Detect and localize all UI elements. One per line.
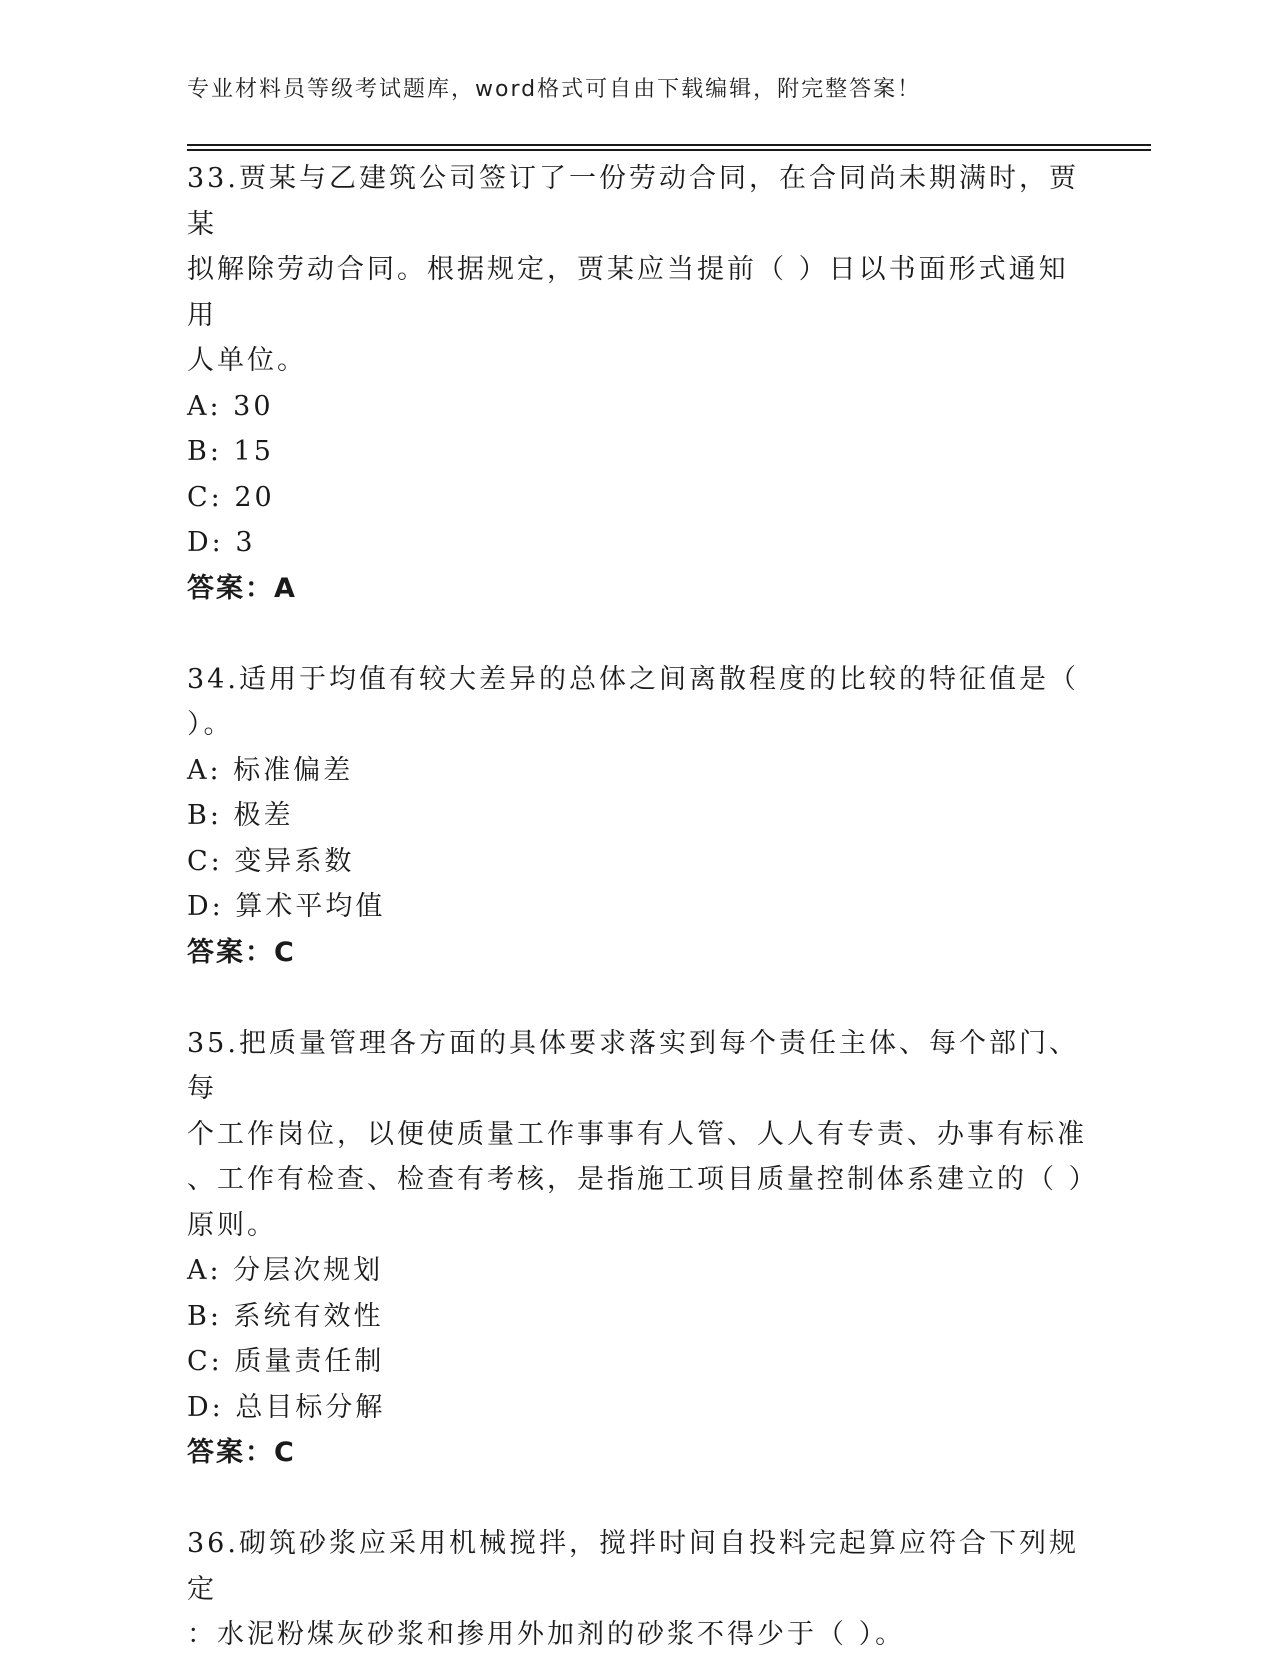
option-b: B: 系统有效性 xyxy=(187,1300,384,1332)
option-b: B: 15 xyxy=(187,436,274,467)
question-stem-line: 人单位。 xyxy=(187,345,307,376)
question-stem-line: 、工作有检查、检查有考核，是指施工项目质量控制体系建立的（ ） xyxy=(187,1164,1099,1195)
option-a: A: 30 xyxy=(187,390,274,422)
question-list xyxy=(187,156,1099,1658)
question-stem-line: ）。 xyxy=(187,709,234,740)
question-stem-line: 原则。 xyxy=(187,1209,277,1241)
question-stem-line: 个工作岗位，以便使质量工作事事有人管、人人有专责、办事有标准 xyxy=(187,1118,1087,1150)
page-header: 专业材料员等级考试题库，word格式可自由下载编辑，附完整答案！ xyxy=(187,77,922,102)
option-d: D: 算术平均值 xyxy=(187,891,386,922)
option-d: D: 3 xyxy=(187,527,256,558)
question-stem-line: 35.把质量管理各方面的具体要求落实到每个责任主体、每个部门、每 xyxy=(187,1027,1079,1104)
question-spacer xyxy=(187,611,1087,657)
question-35 xyxy=(187,1021,1099,1476)
option-c: C: 20 xyxy=(187,481,275,513)
question-spacer xyxy=(187,1476,1087,1522)
question-34 xyxy=(187,657,1087,976)
option-a: A: 标准偏差 xyxy=(187,754,354,786)
header-rule-thick xyxy=(187,144,1151,146)
header-rule-thin xyxy=(187,149,1151,151)
option-c: C: 质量责任制 xyxy=(187,1346,385,1377)
question-stem-line: 34.适用于均值有较大差异的总体之间离散程度的比较的特征值是（ xyxy=(187,663,1079,695)
option-c: C: 变异系数 xyxy=(187,845,355,877)
option-a: A: 分层次规划 xyxy=(187,1255,384,1286)
answer-line: 答案：A xyxy=(187,572,297,604)
question-stem-line: ：水泥粉煤灰砂浆和掺用外加剂的砂浆不得少于（ ）。 xyxy=(187,1619,906,1650)
option-b: B: 极差 xyxy=(187,800,294,831)
question-spacer xyxy=(187,975,1087,1021)
option-d: D: 总目标分解 xyxy=(187,1391,386,1423)
answer-line: 答案：C xyxy=(187,936,296,968)
question-33 xyxy=(187,156,1087,611)
question-stem-line: 拟解除劳动合同。根据规定，贾某应当提前（ ）日以书面形式通知用 xyxy=(187,254,1069,331)
question-36 xyxy=(187,1521,1087,1658)
question-stem-line: 33.贾某与乙建筑公司签订了一份劳动合同，在合同尚未期满时，贾某 xyxy=(187,163,1079,240)
question-stem-line: 36.砌筑砂浆应采用机械搅拌，搅拌时间自投料完起算应符合下列规定 xyxy=(187,1528,1079,1605)
answer-line: 答案：C xyxy=(187,1437,296,1468)
